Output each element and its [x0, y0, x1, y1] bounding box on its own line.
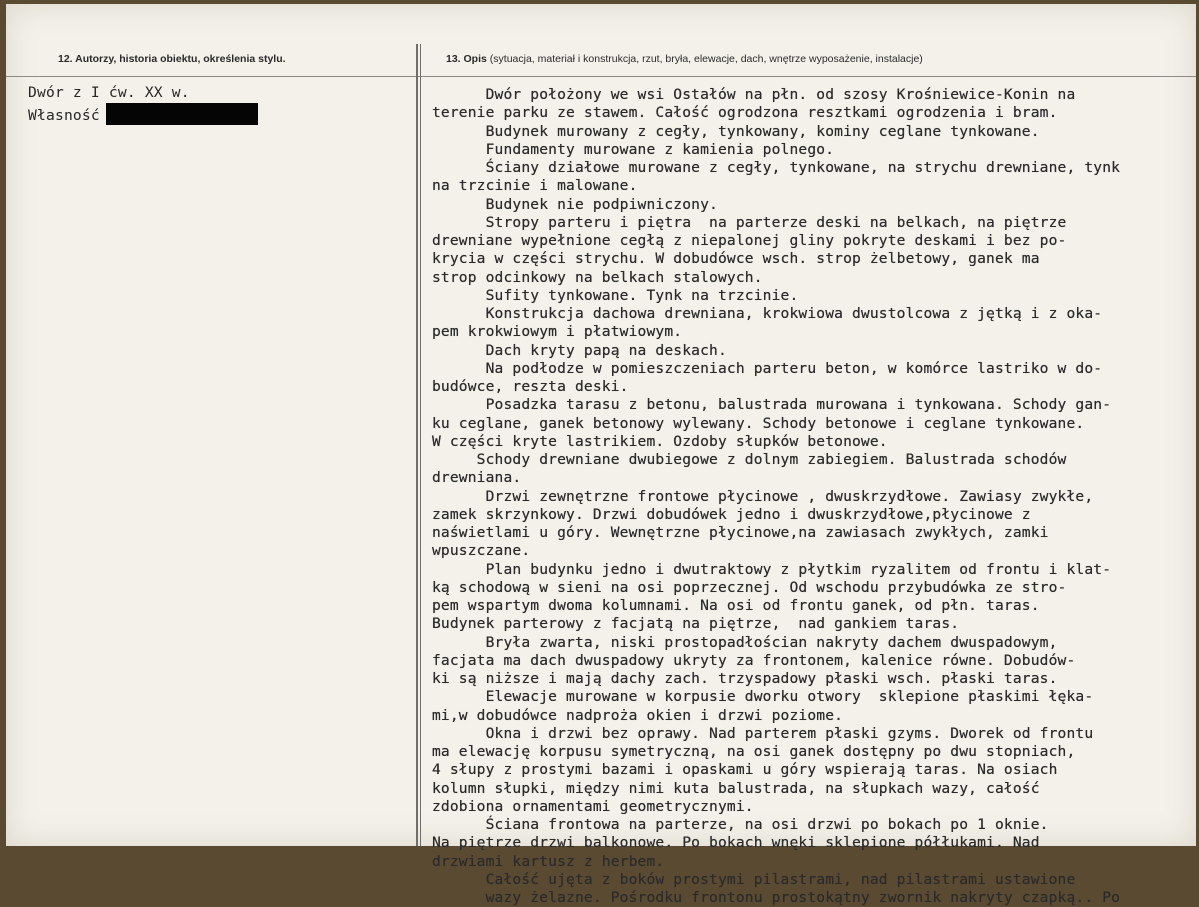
- description-line: Stropy parteru i piętra na parterze deski na belkach, na piętrze: [432, 213, 1067, 231]
- description-line: wazy żelazne. Pośrodku frontonu prostokątny zwornik nakryty czapką.. Po: [432, 889, 1121, 906]
- ownership-line: [28, 103, 408, 126]
- description-line: wpuszczane.: [432, 542, 531, 560]
- description-line: na trzcinie i malowane.: [432, 177, 638, 195]
- description-line: Dwór położony we wsi Ostałów na płn. od szosy Krośniewice-Konin na: [432, 86, 1076, 103]
- description-line: Na podłodze w pomieszczeniach parteru beton, w komórce lastriko w do-: [432, 359, 1103, 377]
- description-line: Całość ujęta z boków prostymi pilastrami, nad pilastrami ustawione: [432, 870, 1076, 888]
- description-line: Elewacje murowane w korpusie dworku otwory sklepione płaskimi łęka-: [432, 688, 1094, 706]
- description-line: drewniana.: [432, 469, 522, 487]
- description-line: Budynek nie podpiwniczony.: [432, 195, 718, 213]
- description-line: Drzwi zewnętrzne frontowe płycinowe , dwuskrzydłowe. Zawiasy zwykłe,: [432, 487, 1094, 505]
- description-line: W części kryte lastrikiem. Ozdoby słupków betonowe.: [432, 432, 888, 450]
- column-divider-inner: [420, 44, 421, 846]
- document-sheet: [6, 4, 1196, 906]
- description-line: Ściany działowe murowane z cegły, tynkowane, na strychu drewniane, tynk: [432, 159, 1121, 176]
- description-line: ma elewację korpusu symetryczną, na osi ganek dostępny po dwu stopniach,: [432, 743, 1076, 760]
- description-line: Schody drewniane dwubiegowe z dolnym zabiegiem. Balustrada schodów: [432, 451, 1067, 468]
- description-line: naświetlami u góry. Wewnętrzne płycinowe,na zawiasach zwykłych, zamki: [432, 524, 1049, 541]
- ownership-label: Własność: [28, 106, 100, 124]
- description-line: zdobiona ornamentami geometrycznymi.: [432, 797, 754, 815]
- description-line: Bryła zwarta, niski prostopadłościan nakryty dachem dwuspadowym,: [432, 633, 1058, 651]
- description-line: Okna i drzwi bez oprawy. Nad parterem płaski gzyms. Dworek od frontu: [432, 724, 1094, 742]
- description-line: 4 słupy z prostymi bazami i opaskami u góry wspierają taras. Na osiach: [432, 761, 1058, 779]
- section-13-heading: [446, 53, 923, 65]
- description-line: strop odcinkowy na belkach stalowych.: [432, 268, 763, 286]
- section-12-heading: 12. Autorzy, historia obiektu, określenia stylu.: [58, 53, 286, 65]
- description-line: Ściana frontowa na parterze, na osi drzwi po bokach po 1 oknie.: [432, 816, 1049, 833]
- description-line: Budynek parterowy z facjatą na piętrze, nad gankiem taras.: [432, 615, 960, 633]
- description-line: Fundamenty murowane z kamienia polnego.: [432, 140, 835, 158]
- description-line: kolumn słupki, między nimi kuta balustrada, na słupkach wazy, całość: [432, 779, 1040, 797]
- description-line: pem wspartym dwoma kolumnami. Na osi od frontu ganek, od płn. taras.: [432, 597, 1040, 614]
- description-line: zamek skrzynkowy. Drzwi dobudówek jedno i dwuskrzydłowe,płycinowe z: [432, 505, 1031, 523]
- section-13-number: 13. Opis: [446, 53, 487, 65]
- dating-line: Dwór z I ćw. XX w.: [28, 84, 190, 101]
- description-line: ki są niższe i mają dachy zach. trzyspadowy płaski wsch. płaski taras.: [432, 670, 1058, 687]
- description-line: drzwiami kartusz z herbem.: [432, 852, 665, 870]
- description-line: terenie parku ze stawem. Całość ogrodzona resztkami ogrodzenia i bram.: [432, 104, 1058, 122]
- description-line: ką schodową w sieni na osi poprzecznej. Od wschodu przybudówka ze stro-: [432, 578, 1067, 596]
- authors-history-column: [28, 84, 408, 125]
- description-text: [432, 86, 1192, 907]
- description-line: Dach kryty papą na deskach.: [432, 341, 727, 359]
- description-line: pem krokwiowym i płatwiowym.: [432, 323, 683, 341]
- redaction-bar: [106, 103, 258, 125]
- description-line: Konstrukcja dachowa drewniana, krokwiowa dwustolcowa z jętką i z oka-: [432, 305, 1103, 322]
- description-line: mi,w dobudówce nadproża okien i drzwi poziome.: [432, 706, 844, 724]
- description-line: drewniane wypełnione cegłą z niepalonej gliny pokryte deskami i bez po-: [432, 232, 1067, 249]
- column-divider: [416, 44, 418, 846]
- section-13-subtitle: (sytuacja, materiał i konstrukcja, rzut, bryła, elewacje, dach, wnętrze wyposażenie, instalacje): [486, 53, 923, 65]
- description-line: Plan budynku jedno i dwutraktowy z płytkim ryzalitem od frontu i klat-: [432, 560, 1112, 578]
- description-line: Na piętrze drzwi balkonowe. Po bokach wnęki sklepione półłukami. Nad: [432, 834, 1040, 852]
- description-line: budówce, reszta deski.: [432, 378, 629, 395]
- description-line: krycia w części strychu. W dobudówce wsch. strop żelbetowy, ganek ma: [432, 250, 1040, 268]
- description-line: Sufity tynkowane. Tynk na trzcinie.: [432, 286, 799, 304]
- description-line: facjata ma dach dwuspadowy ukryty za frontonem, kalenice równe. Dobudów-: [432, 651, 1076, 669]
- header-rule: [6, 76, 1196, 77]
- description-line: Budynek murowany z cegły, tynkowany, kominy ceglane tynkowane.: [432, 122, 1040, 140]
- description-line: ku ceglane, ganek betonowy wylewany. Schody betonowe i ceglane tynkowane.: [432, 414, 1085, 432]
- description-line: Posadzka tarasu z betonu, balustrada murowana i tynkowana. Schody gan-: [432, 396, 1112, 414]
